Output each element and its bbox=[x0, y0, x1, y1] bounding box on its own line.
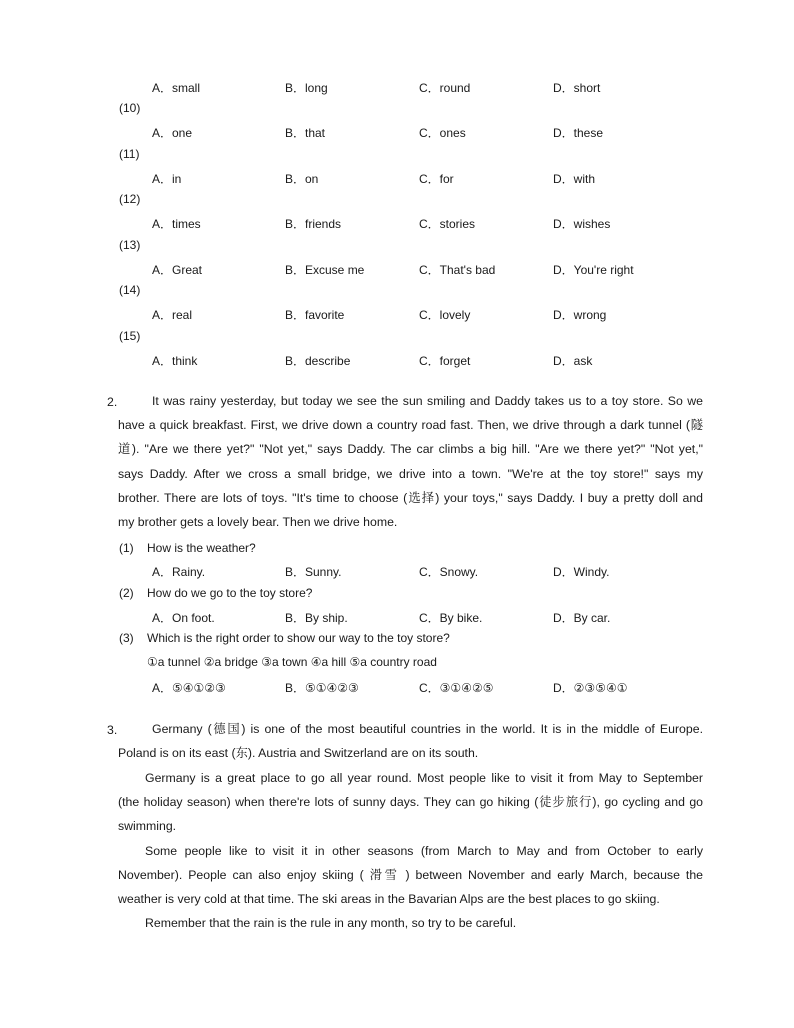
cloze-option-d: D．wrong bbox=[553, 308, 607, 322]
cloze-option-a: A．real bbox=[152, 308, 193, 322]
cloze-option-c: C．lovely bbox=[419, 308, 471, 322]
question-2-option-c: C．By bike. bbox=[419, 611, 483, 625]
section-3-paragraph-2 bbox=[118, 766, 703, 839]
question-2-option-d: D．By car. bbox=[553, 611, 611, 625]
cloze-option-c: C．That's bad bbox=[419, 263, 496, 277]
passage-line: Germany (德国) is one of the most beautiful countries in the world. It is in the middle of Europe. bbox=[152, 722, 703, 736]
cloze-option-b: B．on bbox=[285, 172, 319, 186]
passage-line: says Daddy. After we cross a small bridge, we drive into a town. "We're at the toy store!" says my bbox=[118, 466, 703, 481]
cloze-question-number: (12) bbox=[119, 192, 141, 206]
passage-line: It was rainy yesterday, but today we see the sun smiling and Daddy takes us to a toy store. So we bbox=[152, 394, 703, 408]
passage-line: my brother gets a lovely bear. Then we drive home. bbox=[118, 514, 398, 529]
question-3-option-d: D．②③⑤④① bbox=[553, 681, 628, 695]
passage-line: (the holiday season) when there're lots of sunny days. They can go hiking (徒步旅行), go cycling and go bbox=[118, 795, 703, 810]
section-3-number: 3. bbox=[107, 723, 118, 737]
cloze-option-c: C．round bbox=[419, 81, 471, 95]
cloze-option-c: C．for bbox=[419, 172, 454, 186]
passage-line: Poland is on its east (东). Austria and Switzerland are on its south. bbox=[118, 746, 479, 761]
question-1-option-a: A．Rainy. bbox=[152, 565, 206, 579]
question-2-number: (2) bbox=[119, 586, 134, 600]
cloze-question-number: (10) bbox=[119, 101, 141, 115]
passage-line: 道). "Are we there yet?" "Not yet," says Daddy. The car climbs a big hill. "Are we there yet?" "Not yet," bbox=[118, 442, 703, 457]
passage-line: have a quick breakfast. First, we drive down a country road fast. Then, we drive through a dark tunnel (隧 bbox=[118, 418, 703, 433]
question-1-text: How is the weather? bbox=[147, 541, 256, 555]
passage-line: Remember that the rain is the rule in any month, so try to be careful. bbox=[145, 916, 517, 930]
question-3-option-a: A．⑤④①②③ bbox=[152, 681, 226, 695]
cloze-option-a: A．think bbox=[152, 354, 198, 368]
cloze-question-number: (13) bbox=[119, 238, 141, 252]
question-1-option-b: B．Sunny. bbox=[285, 565, 342, 579]
cloze-option-c: C．stories bbox=[419, 217, 476, 231]
question-3-option-c: C．③①④②⑤ bbox=[419, 681, 494, 695]
cloze-option-a: A．times bbox=[152, 217, 201, 231]
cloze-option-d: D．short bbox=[553, 81, 601, 95]
cloze-option-c: C．ones bbox=[419, 126, 466, 140]
cloze-option-a: A．in bbox=[152, 172, 182, 186]
passage-line: Germany is a great place to go all year round. Most people like to visit it from May to September bbox=[145, 771, 703, 785]
passage-line: Some people like to visit it in other seasons (from March to May and from October to early bbox=[145, 844, 703, 858]
cloze-option-d: D．wishes bbox=[553, 217, 611, 231]
question-3-items: ①a tunnel ②a bridge ③a town ④a hill ⑤a country road bbox=[147, 655, 437, 669]
cloze-option-a: A．Great bbox=[152, 263, 203, 277]
section-3-paragraph-4 bbox=[118, 911, 703, 935]
cloze-question-number: (15) bbox=[119, 329, 141, 343]
cloze-option-d: D．with bbox=[553, 172, 596, 186]
question-1-option-d: D．Windy. bbox=[553, 565, 610, 579]
question-3-number: (3) bbox=[119, 631, 134, 645]
question-1-number: (1) bbox=[119, 541, 134, 555]
cloze-option-a: A．small bbox=[152, 81, 201, 95]
cloze-option-a: A．one bbox=[152, 126, 193, 140]
cloze-option-b: B．long bbox=[285, 81, 328, 95]
question-2-text: How do we go to the toy store? bbox=[147, 586, 313, 600]
question-3-text: Which is the right order to show our way to the toy store? bbox=[147, 631, 450, 645]
cloze-option-b: B．friends bbox=[285, 217, 342, 231]
cloze-option-d: D．these bbox=[553, 126, 604, 140]
question-3-option-b: B．⑤①④②③ bbox=[285, 681, 359, 695]
cloze-option-b: B．Excuse me bbox=[285, 263, 365, 277]
question-2-option-b: B．By ship. bbox=[285, 611, 348, 625]
cloze-option-c: C．forget bbox=[419, 354, 471, 368]
cloze-option-b: B．favorite bbox=[285, 308, 345, 322]
passage-line: brother. There are lots of toys. "It's time to choose (选择) your toys," says Daddy. I buy a pretty doll and bbox=[118, 490, 703, 505]
cloze-option-d: D．ask bbox=[553, 354, 593, 368]
passage-line: swimming. bbox=[118, 819, 177, 834]
question-2-option-a: A．On foot. bbox=[152, 611, 215, 625]
cloze-question-number: (14) bbox=[119, 283, 141, 297]
question-1-option-c: C．Snowy. bbox=[419, 565, 479, 579]
cloze-option-b: B．describe bbox=[285, 354, 351, 368]
section-3-paragraph-3 bbox=[118, 839, 703, 912]
cloze-question-number: (11) bbox=[119, 147, 140, 161]
cloze-option-b: B．that bbox=[285, 126, 326, 140]
passage-line: November). People can also enjoy skiing ( 滑雪 ) between November and early March, because the bbox=[118, 868, 703, 883]
cloze-option-d: D．You're right bbox=[553, 263, 634, 277]
section-2-number: 2. bbox=[107, 395, 118, 409]
section-3-paragraph-1 bbox=[118, 717, 703, 765]
passage-line: weather is very cold at that time. The ski areas in the Bavarian Alps are the best places to go skiing. bbox=[118, 892, 660, 907]
section-2-passage bbox=[118, 389, 703, 534]
